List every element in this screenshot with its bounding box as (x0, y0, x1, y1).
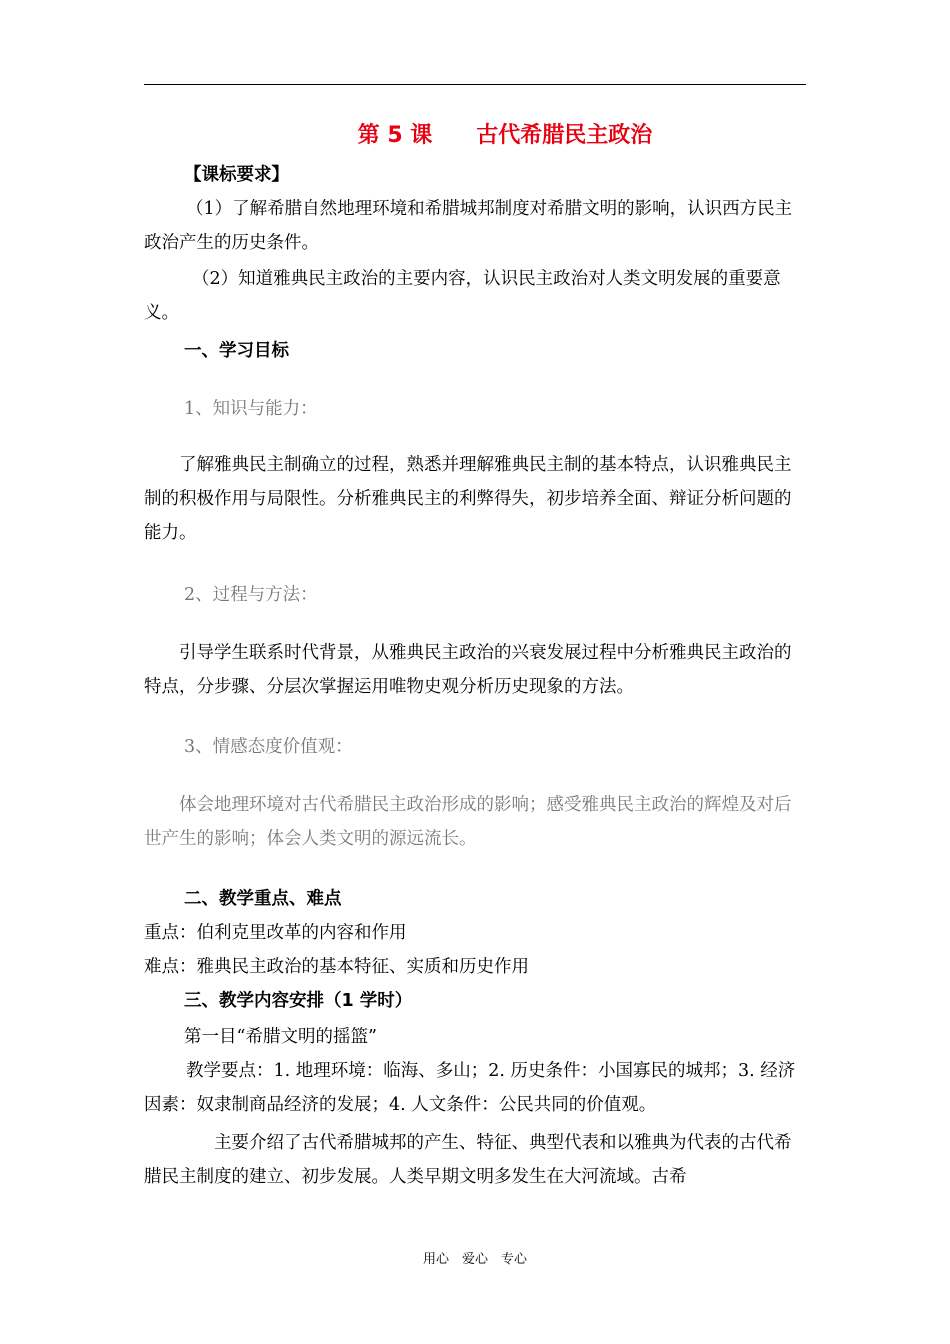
keypoints-key: 重点：伯利克里改革的内容和作用 (144, 923, 407, 943)
standards-item-1: （1）了解希腊自然地理环境和希腊城邦制度对希腊文明的影响，认识西方民主政治产生的历史条件。 (144, 199, 793, 253)
content-heading: 三、教学内容安排（1 学时） (184, 991, 413, 1011)
content-intro: 主要介绍了古代希腊城邦的产生、特征、典型代表和以雅典为代表的古代希腊民主制度的建立、初步发展。人类早期文明多发生在大河流域。古希 (144, 1133, 792, 1187)
keypoints-heading: 二、教学重点、难点 (184, 889, 342, 909)
content-section: 第一目“希腊文明的摇篮” (184, 1027, 377, 1047)
goals-para-1: 了解雅典民主制确立的过程，熟悉并理解雅典民主制的基本特点，认识雅典民主制的积极作用与局限性。分析雅典民主的利弊得失，初步培养全面、辩证分析问题的能力。 (144, 455, 792, 543)
page-title: 第 5 课 古代希腊民主政治 (357, 123, 653, 148)
header-rule (144, 84, 806, 85)
goals-para-3: 体会地理环境对古代希腊民主政治形成的影响；感受雅典民主政治的辉煌及对后世产生的影响；体会人类文明的源远流长。 (144, 795, 792, 849)
goals-sub-2: 2、过程与方法： (184, 585, 318, 605)
goals-sub-3: 3、情感态度价值观： (184, 737, 353, 757)
goals-sub-1: 1、知识与能力： (184, 399, 318, 419)
keypoints-difficult: 难点：雅典民主政治的基本特征、实质和历史作用 (144, 957, 529, 977)
goals-para-2: 引导学生联系时代背景，从雅典民主政治的兴衰发展过程中分析雅典民主政治的特点，分步骤、分层次掌握运用唯物史观分析历史现象的方法。 (144, 643, 792, 697)
standards-heading: 【课标要求】 (184, 165, 289, 185)
goals-heading: 一、学习目标 (184, 341, 289, 361)
standards-item-2: （2）知道雅典民主政治的主要内容，认识民主政治对人类文明发展的重要意义。 (144, 269, 781, 323)
content-points: 教学要点：1. 地理环境：临海、多山；2. 历史条件：小国寡民的城邦；3. 经济因素：奴隶制商品经济的发展；4. 人文条件：公民共同的价值观。 (144, 1061, 796, 1115)
page-footer: 用心 爱心 专心 (422, 1252, 527, 1267)
